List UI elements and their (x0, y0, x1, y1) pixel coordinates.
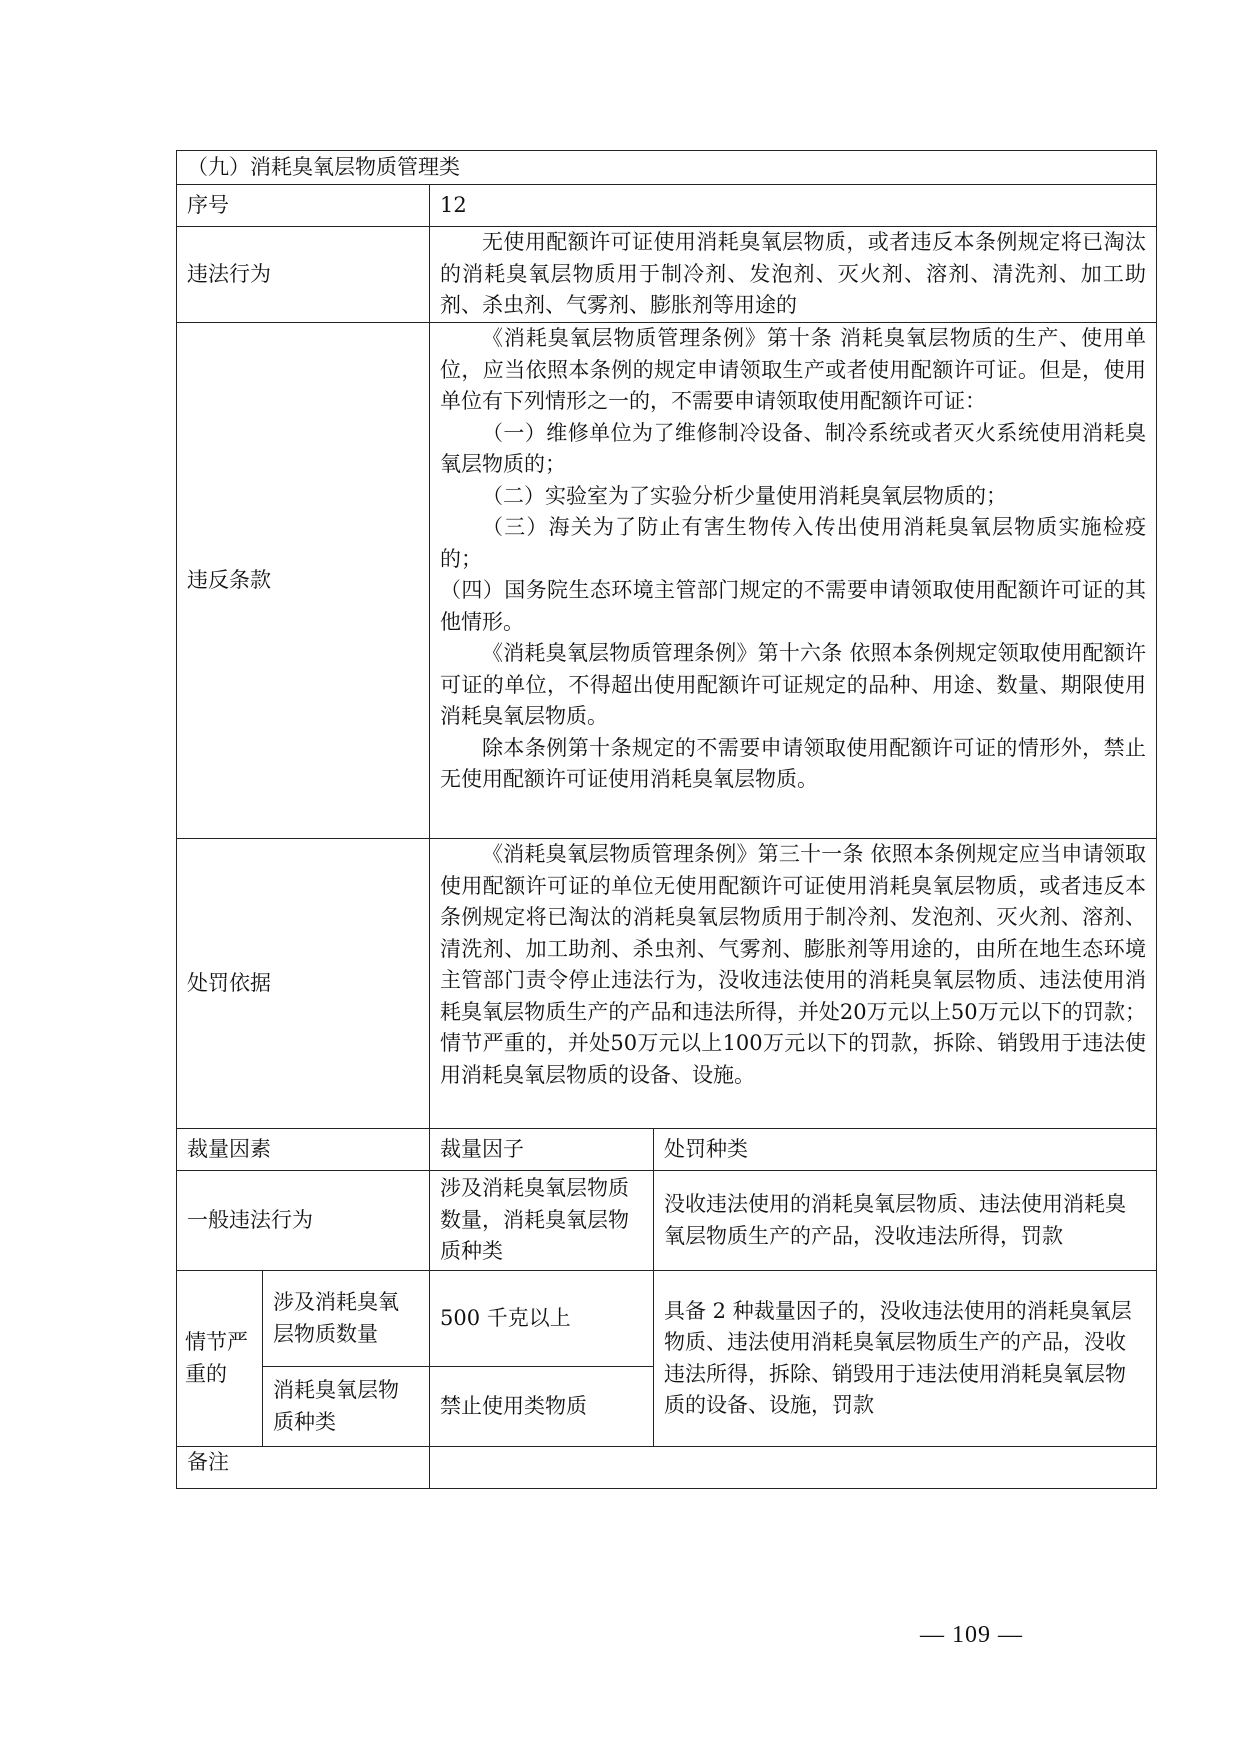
violation-label: 违法行为 (177, 227, 430, 323)
remark-value (430, 1447, 1157, 1489)
violation-cell (430, 227, 1157, 323)
clause-paragraph: 除本条例第十条规定的不需要申请领取使用配额许可证的情形外，禁止无使用配额许可证使用消耗臭氧层物质。 (440, 735, 1146, 791)
clause-paragraph: 《消耗臭氧层物质管理条例》第十六条 依照本条例规定领取使用配额许可证的单位，不得超出使用配额许可证规定的品种、用途、数量、期限使用消耗臭氧层物质。 (440, 641, 1146, 728)
penalty-type-header: 处罚种类 (654, 1129, 1157, 1171)
clause-paragraph: （二）实验室为了实验分析少量使用消耗臭氧层物质的； (482, 483, 1007, 508)
page-number: — 109 — (920, 1622, 1023, 1648)
serial-value: 12 (430, 185, 1157, 227)
serious-sub-label: 涉及消耗臭氧层物质数量 (263, 1271, 430, 1367)
violated-clause-cell (430, 323, 1157, 839)
serious-element: 禁止使用类物质 (430, 1367, 654, 1447)
violated-clause-label: 违反条款 (177, 323, 430, 839)
general-violation-label: 一般违法行为 (177, 1171, 430, 1271)
serious-element: 500 千克以上 (430, 1271, 654, 1367)
clause-paragraph: 《消耗臭氧层物质管理条例》第十条 消耗臭氧层物质的生产、使用单位，应当依照本条例的规定申请领取生产或者使用配额许可证。但是，使用单位有下列情形之一的，不需要申请领取使用配额许可证： (440, 326, 1146, 413)
discretion-element-header: 裁量因子 (430, 1129, 654, 1171)
serious-sub-label: 消耗臭氧层物质种类 (263, 1367, 430, 1447)
penalty-basis-cell (430, 839, 1157, 1129)
violation-text: 无使用配额许可证使用消耗臭氧层物质，或者违反本条例规定将已淘汰的消耗臭氧层物质用于制冷剂、发泡剂、灭火剂、溶剂、清洗剂、加工助剂、杀虫剂、气雾剂、膨胀剂等用途的 (440, 230, 1146, 317)
general-penalty: 没收违法使用的消耗臭氧层物质、违法使用消耗臭氧层物质生产的产品，没收违法所得，罚款 (654, 1171, 1157, 1271)
general-element: 涉及消耗臭氧层物质数量，消耗臭氧层物质种类 (430, 1171, 654, 1271)
penalty-basis-label: 处罚依据 (177, 839, 430, 1129)
remark-label: 备注 (177, 1447, 430, 1489)
serial-label: 序号 (177, 185, 430, 227)
serious-label: 情节严重的 (177, 1271, 263, 1447)
clause-paragraph: （三）海关为了防止有害生物传入传出使用消耗臭氧层物质实施检疫的； (440, 515, 1146, 571)
discretion-factor-header: 裁量因素 (177, 1129, 430, 1171)
penalty-table (176, 150, 1157, 1489)
section-title: （九）消耗臭氧层物质管理类 (177, 151, 1157, 185)
clause-paragraph: （一）维修单位为了维修制冷设备、制冷系统或者灭火系统使用消耗臭氧层物质的； (440, 420, 1146, 476)
serious-penalty: 具备 2 种裁量因子的，没收违法使用的消耗臭氧层物质、违法使用消耗臭氧层物质生产的产品，没收违法所得，拆除、销毁用于违法使用消耗臭氧层物质的设备、设施，罚款 (654, 1271, 1157, 1447)
clause-paragraph: （四）国务院生态环境主管部门规定的不需要申请领取使用配额许可证的其他情形。 (440, 578, 1146, 634)
penalty-basis-text: 《消耗臭氧层物质管理条例》第三十一条 依照本条例规定应当申请领取使用配额许可证的单位无使用配额许可证使用消耗臭氧层物质，或者违反本条例规定将已淘汰的消耗臭氧层物质用于制冷剂、发泡剂、灭火剂、溶剂、清洗剂、加工助剂、杀虫剂、气雾剂、膨胀剂等用途的，由所在地生态环境主管部门责令停止违法行为，没收违法使用的消耗臭氧层物质、违法使用消耗臭氧层物质生产的产品和违法所得，并处20万元以上50万元以下的罚款；情节严重的，并处50万元以上100万元以下的罚款，拆除、销毁用于违法使用消耗臭氧层物质的设备、设施。 (440, 842, 1146, 1087)
